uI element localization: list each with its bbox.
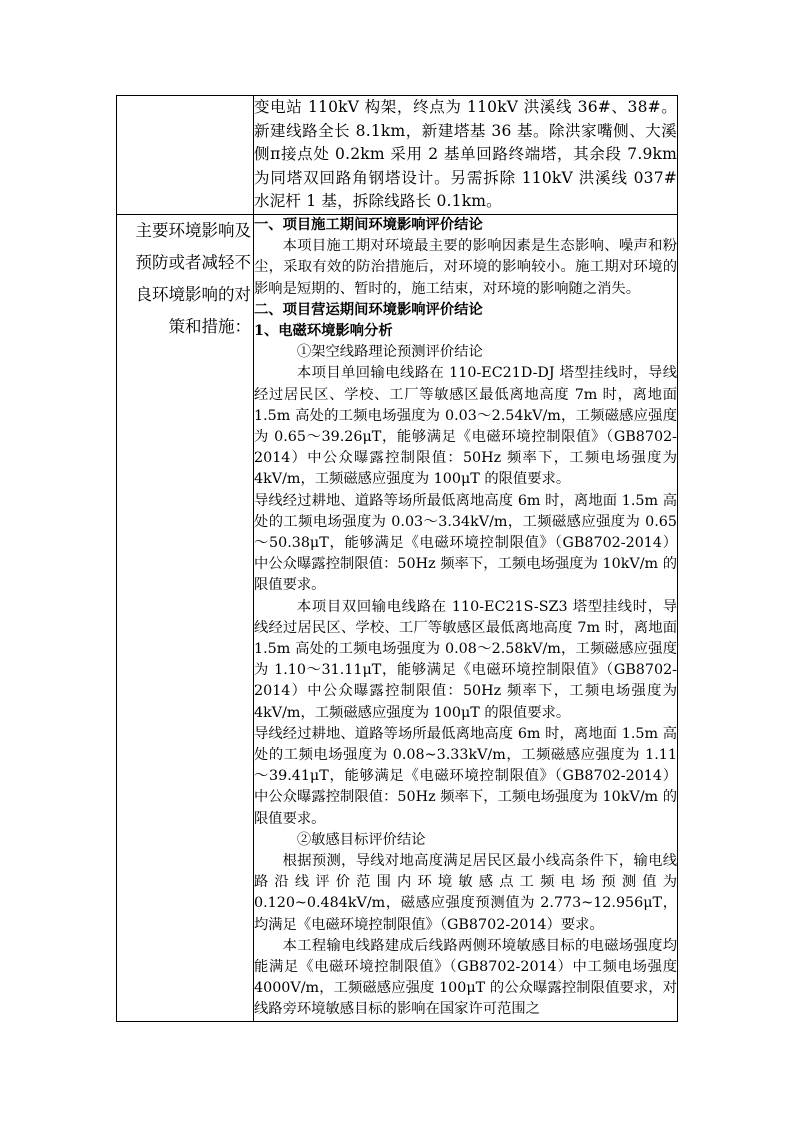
table-row-environmental-impact	[117, 214, 678, 1021]
assessment-table	[116, 95, 678, 1022]
paragraph-sensitive-prediction: 根据预测，导线对地高度满足居民区最小线高条件下，输电线路沿线评价范围内环境敏感点工频电场预测值为 0.120~0.484kV/m，磁感应强度预测值为 2.773~12.956μT，均满足《电磁环境控制限值》（GB8702-2014）要求。	[254, 853, 677, 933]
project-description-text: 变电站 110kV 构架，终点为 110kV 洪溪线 36#、38#。新建线路全长 8.1km，新建塔基 36 基。除洪家嘴侧、大溪侧π接点处 0.2km 采用 2 基单回路终端塔，其余段 7.9km 为同塔双回路角钢塔设计。另需拆除 110kV 洪溪线 037#水泥杆 1 基，拆除线路长 0.1km。	[254, 98, 677, 211]
row2-content-cell	[254, 214, 678, 1021]
subheading-overhead-line: ①架空线路理论预测评价结论	[296, 344, 483, 361]
paragraph-single-circuit-farmland: 导线经过耕地、道路等场所最低离地高度 6m 时，离地面 1.5m 高处的工频电场强度为 0.03～3.34kV/m，工频磁感应强度为 0.65～50.38μT，能够满足《电磁环境控制限值》（GB8702-2014）中公众曝露控制限值：50Hz 频率下，工频电场强度为 10kV/m 的限值要求。	[254, 492, 677, 594]
row-label-line: 良环境影响的对	[135, 284, 251, 304]
row1-content-cell	[254, 96, 678, 215]
row-label	[117, 215, 253, 343]
paragraph-construction: 本项目施工期对环境最主要的影响因素是生态影响、噪声和粉尘，采取有效的防治措施后，对环境的影响较小。施工期对环境的影响是短期的、暂时的，施工结束，对环境的影响随之消失。	[254, 238, 677, 297]
paragraph-double-circuit: 本项目双回输电线路在 110-EC21S-SZ3 塔型挂线时，导线经过居民区、学校、工厂等敏感区最低离地高度 7m 时，离地面 1.5m 高处的工频电场强度为 0.08～2.58kV/m，工频磁感应强度为 1.10～31.11μT，能够满足《电磁环境控制限值》（GB8702-2014）中公众曝露控制限值：50Hz 频率下，工频电场强度为 4kV/m，工频磁感应强度为 100μT 的限值要求。	[254, 598, 677, 721]
paragraph-conclusion: 本工程输电线路建成后线路两侧环境敏感目标的电磁场强度均能满足《电磁环境控制限值》（GB8702-2014）中工频电场强度 4000V/m，工频磁感应强度 100μT 的公众曝露控制限值要求，对线路旁环境敏感目标的影响在国家许可范围之	[254, 937, 677, 1018]
row-label-line: 主要环境影响及	[135, 220, 251, 240]
row-label-line: 策和措施：	[168, 316, 251, 336]
table-row-project-description	[117, 96, 678, 215]
heading-operation-period: 二、项目营运期间环境影响评价结论	[254, 301, 483, 318]
heading-electromagnetic-analysis: 1、电磁环境影响分析	[254, 322, 393, 339]
heading-construction-period: 一、项目施工期间环境影响评价结论	[254, 216, 483, 233]
row1-label-cell	[117, 96, 254, 215]
paragraph-single-circuit: 本项目单回输电线路在 110-EC21D-DJ 塔型挂线时，导线经过居民区、学校、工厂等敏感区最低离地高度 7m 时，离地面 1.5m 高处的工频电场强度为 0.03～2.54kV/m，工频磁感应强度为 0.65～39.26μT，能够满足《电磁环境控制限值》（GB8702-2014）中公众曝露控制限值：50Hz 频率下，工频电场强度为 4kV/m，工频磁感应强度为 100μT 的限值要求。	[254, 365, 677, 488]
paragraph-double-circuit-farmland: 导线经过耕地、道路等场所最低离地高度 6m 时，离地面 1.5m 高处的工频电场强度为 0.08~3.33kV/m，工频磁感应强度为 1.11～39.41μT，能够满足《电磁环境控制限值》（GB8702-2014）中公众曝露控制限值：50Hz 频率下，工频电场强度为 10kV/m 的限值要求。	[254, 725, 677, 827]
subheading-sensitive-targets: ②敏感目标评价结论	[296, 831, 426, 848]
row-label-line: 预防或者减轻不	[135, 252, 251, 272]
row2-label-cell	[117, 214, 254, 1021]
